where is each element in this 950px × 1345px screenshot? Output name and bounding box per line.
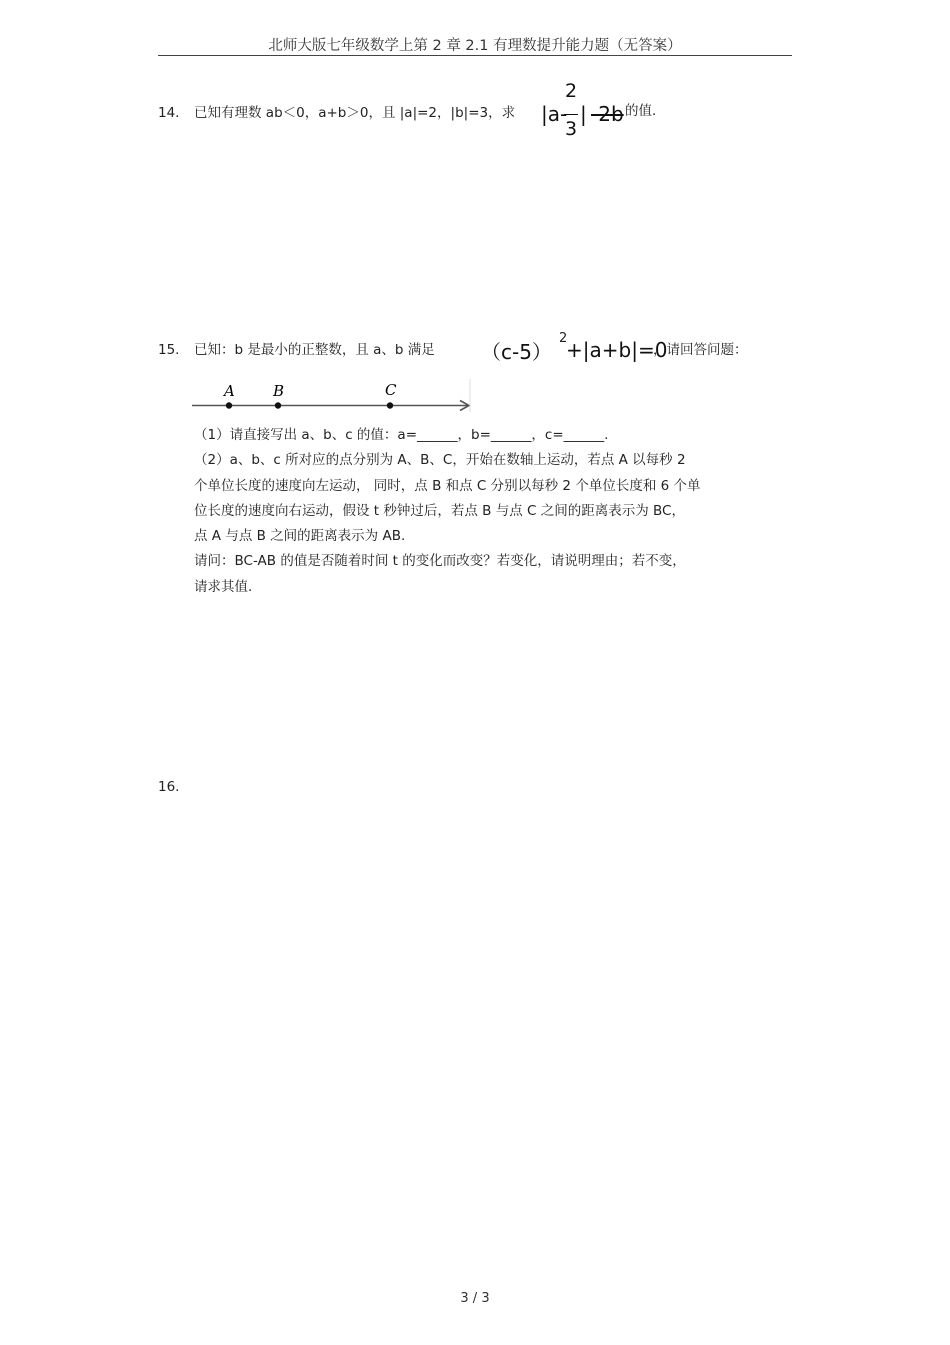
sub-question-2-line: （2）a、b、c 所对应的点分别为 A、B、C，开始在数轴上运动，若点 A 以每秒 2 bbox=[194, 452, 686, 468]
question-text: ，请回答问题： bbox=[653, 342, 748, 358]
page-number: 3 / 3 bbox=[460, 1291, 490, 1306]
question-text: 的值. bbox=[625, 103, 657, 119]
question-number: 15. bbox=[158, 342, 180, 358]
point-a-label: A bbox=[224, 382, 235, 400]
fraction-bar bbox=[564, 114, 578, 115]
question-prompt-line: 请问：BC-AB 的值是否随着时间 t 的变化而改变？若变化，请说明理由；若不变， bbox=[194, 553, 686, 569]
math-expression: +|a+b|=0 bbox=[566, 338, 668, 362]
point-c-dot bbox=[387, 402, 393, 408]
question-text: 已知有理数 ab＜0，a+b＞0，且 |a|=2，|b|=3，求 bbox=[194, 105, 516, 121]
math-expression: | bbox=[580, 102, 587, 126]
point-b-label: B bbox=[273, 382, 285, 400]
math-superscript: 2 bbox=[559, 331, 568, 346]
question-number: 14. bbox=[158, 105, 180, 121]
page-header-title: 北师大版七年级数学上第 2 章 2.1 有理数提升能力题（无答案） bbox=[268, 38, 682, 54]
point-b-dot bbox=[275, 402, 281, 408]
math-expression: |a- bbox=[541, 102, 568, 126]
header-divider bbox=[158, 55, 792, 56]
math-expression: -2b bbox=[591, 102, 624, 126]
math-expression: （c-5） bbox=[481, 340, 552, 364]
sub-question-2-line: 点 A 与点 B 之间的距离表示为 AB. bbox=[194, 528, 406, 544]
question-prompt-line: 请求其值. bbox=[194, 579, 253, 595]
sub-question-1: （1）请直接写出 a、b、c 的值：a=______，b=______，c=______. bbox=[194, 427, 609, 443]
fraction-numerator: 2 bbox=[564, 80, 578, 102]
fraction-denominator: 3 bbox=[564, 118, 578, 140]
sub-question-2-line: 位长度的速度向右运动，假设 t 秒钟过后，若点 B 与点 C 之间的距离表示为 BC， bbox=[194, 503, 685, 519]
number-line-figure bbox=[190, 378, 475, 414]
question-16-number: 16. bbox=[158, 779, 180, 795]
point-a-dot bbox=[226, 402, 232, 408]
point-c-label: C bbox=[385, 381, 397, 399]
sub-question-2-line: 个单位长度的速度向左运动， 同时，点 B 和点 C 分别以每秒 2 个单位长度和 6 个单 bbox=[194, 478, 701, 494]
question-text: 已知：b 是最小的正整数，且 a、b 满足 bbox=[194, 342, 435, 358]
